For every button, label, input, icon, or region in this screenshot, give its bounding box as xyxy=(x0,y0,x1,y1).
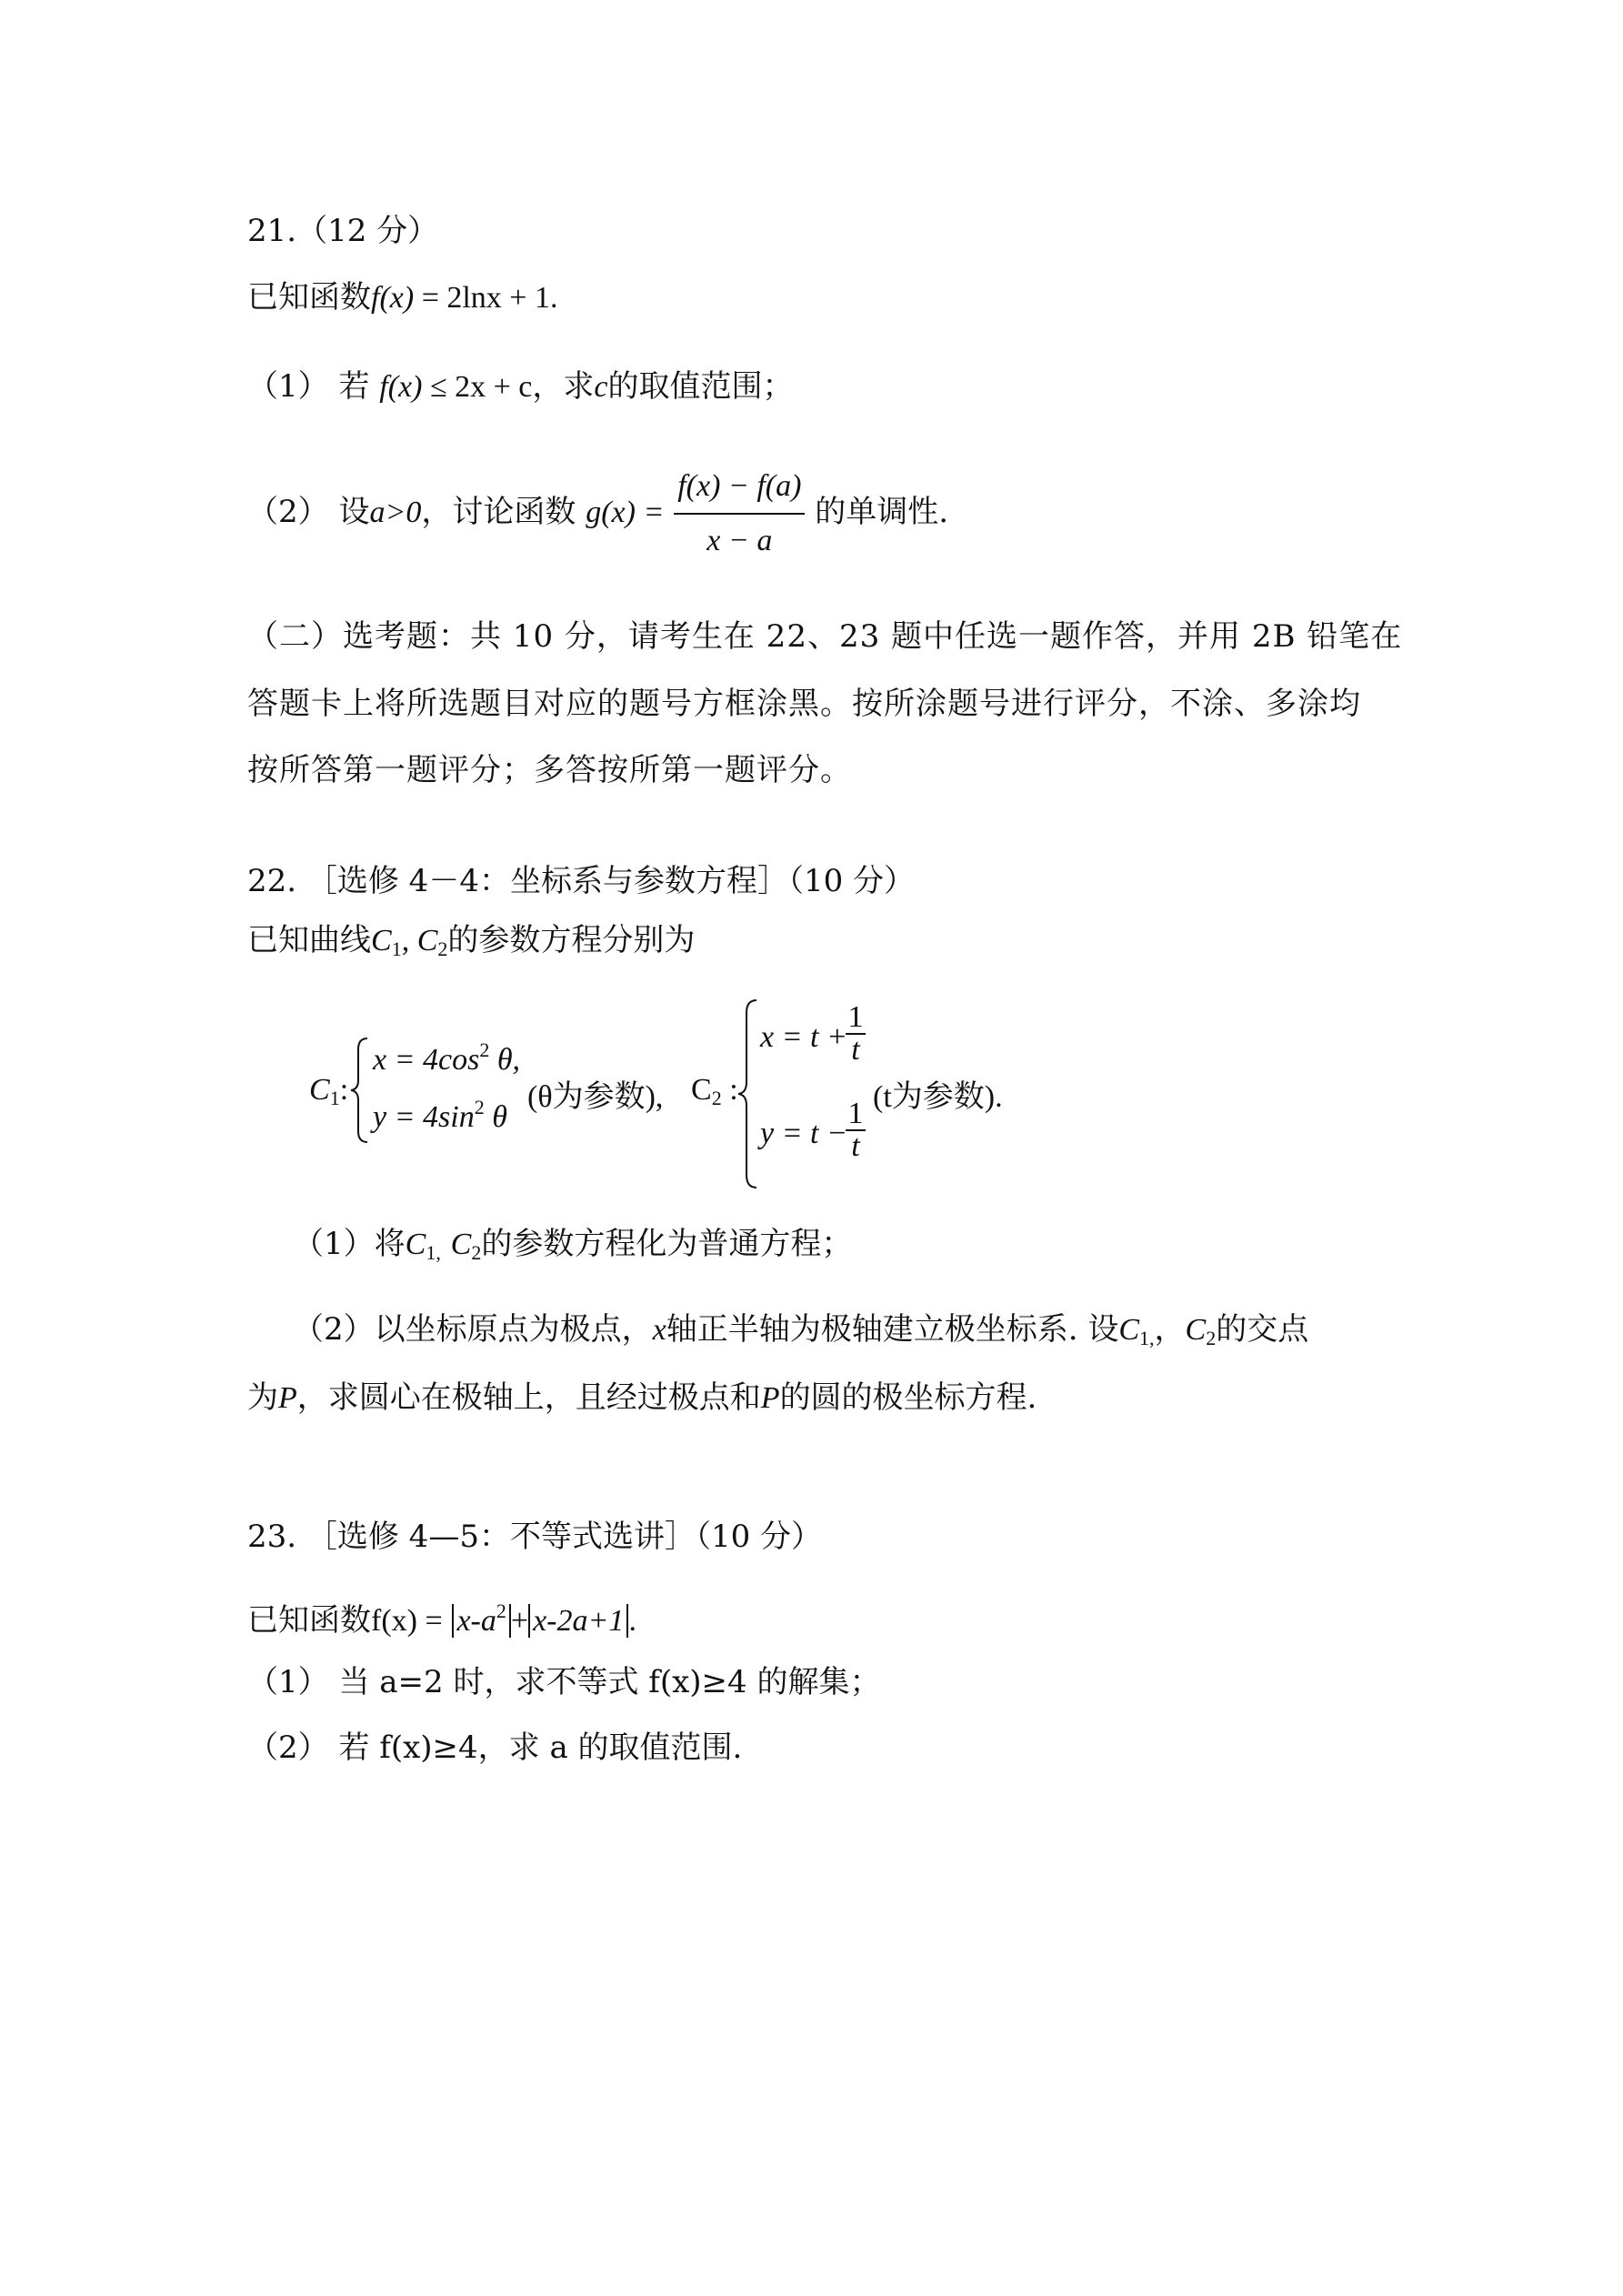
q21-p2-gx: g(x) = xyxy=(586,496,665,529)
q23-abs1-sup: 2 xyxy=(496,1599,506,1622)
q21-part2 xyxy=(247,464,948,564)
q22-p2-mid: 轴正半轴为极轴建立极坐标系. 设 xyxy=(666,1311,1119,1348)
q22-p1-c2-sub: 2 xyxy=(471,1241,482,1264)
q23-intro-prefix: 已知函数 xyxy=(247,1602,371,1639)
q23-part2: （2） 若 f(x)≥4，求 a 的取值范围. xyxy=(247,1730,743,1766)
q21-p2-cond: a>0 xyxy=(369,496,422,529)
q22-sys1-eq2-sq: 2 xyxy=(474,1096,485,1118)
q22-p2-P2: P xyxy=(760,1381,780,1415)
q21-p2-prefix: 设 xyxy=(338,494,370,530)
q22-p2-c2: C xyxy=(1185,1313,1207,1347)
q21-p2-fraction xyxy=(674,464,805,564)
q22-p2-x: x xyxy=(652,1313,666,1347)
q23-header: 23. ［选修 4—5：不等式选讲］（10 分） xyxy=(247,1519,823,1555)
q22-sys2-c: C xyxy=(691,1073,712,1107)
elective-note-line3: 按所答第一题评分；多答按所第一题评分。 xyxy=(247,752,852,788)
q22-sys1-brace xyxy=(349,1037,371,1144)
q22-p2-l2-mid: ，求圆心在极轴上，且经过极点和 xyxy=(296,1379,761,1416)
q21-p1-suffix: ，求 xyxy=(532,368,595,405)
q22-sys2-brace xyxy=(736,998,760,1189)
q22-part2-line1 xyxy=(293,1309,1308,1359)
elective-note-line2: 答题卡上将所选题目对应的题号方框涂黑。按所涂题号进行评分，不涂、多涂均 xyxy=(247,686,1361,722)
q22-sys2-sub: 2 xyxy=(711,1087,722,1109)
q21-p2-mid: ，讨论函数 xyxy=(421,494,576,530)
q22-c1: C xyxy=(371,924,392,958)
q22-sys2-label xyxy=(691,1073,738,1110)
q23-intro xyxy=(247,1591,636,1641)
q21-p1-fx: f(x) xyxy=(379,370,423,404)
elective-note-line1: （二）选考题：共 10 分，请考生在 22、23 题中任选一题作答，并用 2B 铅笔在 xyxy=(247,618,1403,655)
q23-abs2-text: x-2a+1 xyxy=(533,1604,625,1638)
q22-p1-c1: C xyxy=(405,1228,426,1261)
q22-sys2-frac1-num: 1 xyxy=(846,1002,866,1035)
q22-sys2-frac2-den: t xyxy=(851,1129,860,1163)
q21-p2-tail: 的单调性. xyxy=(815,494,949,530)
q22-sys1-c: C xyxy=(309,1073,330,1107)
q22-p1-c1-sub: 1, xyxy=(426,1241,441,1264)
q21-intro-prefix: 已知函数 xyxy=(247,279,371,316)
q23-abs1 xyxy=(452,1599,510,1638)
q22-sys1-eq2-text: y = 4sin xyxy=(373,1100,475,1134)
q21-p1-prefix: 若 xyxy=(338,368,370,405)
q22-sys2-eq1 xyxy=(760,1020,847,1055)
q22-intro-prefix: 已知曲线 xyxy=(247,922,371,958)
q22-sys2-eq2-text: y = t − xyxy=(760,1117,847,1150)
q21-header: 21.（12 分） xyxy=(247,213,439,249)
q22-header: 22. ［选修 4－4：坐标系与参数方程］（10 分） xyxy=(247,863,916,899)
q21-p1-tail: 的取值范围； xyxy=(607,368,794,405)
q23-period: . xyxy=(628,1604,636,1638)
q22-sys2-frac2-num: 1 xyxy=(846,1098,866,1131)
q23-part1: （1） 当 a=2 时，求不等式 f(x)≥4 的解集； xyxy=(247,1664,881,1700)
q22-sys2-frac1-den: t xyxy=(851,1033,860,1067)
q22-c2: C xyxy=(416,924,438,958)
q21-p2-label: （2） xyxy=(247,494,329,530)
q22-sys1-eq1-tail: θ, xyxy=(496,1043,521,1077)
q22-part1 xyxy=(293,1224,852,1273)
q21-part1 xyxy=(247,366,793,407)
q21-intro-eq: = 2lnx + 1. xyxy=(414,281,558,315)
q22-intro xyxy=(247,920,695,969)
q22-c1-sub: 1 xyxy=(391,937,402,960)
q23-fx: f(x) = xyxy=(371,1604,443,1638)
q22-sys1-eq1-sq: 2 xyxy=(479,1038,490,1061)
q22-sys1-colon: : xyxy=(339,1073,349,1107)
q22-sys1-eq2 xyxy=(373,1096,507,1135)
q22-intro-tail: 的参数方程分别为 xyxy=(447,922,696,958)
q22-p2-sep: ， xyxy=(1154,1311,1186,1348)
q21-intro xyxy=(247,277,557,318)
q22-p2-c1: C xyxy=(1118,1313,1140,1347)
q23-abs2 xyxy=(528,1604,628,1638)
q21-fx: f(x) xyxy=(371,281,415,315)
q22-sys1-sub: 1 xyxy=(329,1087,340,1109)
q22-sys2-colon: : xyxy=(721,1073,738,1107)
q23-abs1-text: x-a xyxy=(456,1604,496,1638)
q22-sys1-eq2-tail: θ xyxy=(492,1100,507,1134)
q22-sys2-frac2 xyxy=(846,1098,866,1162)
q22-p1-c2: C xyxy=(450,1228,472,1261)
q22-p2-l2-tail: 的圆的极坐标方程. xyxy=(779,1379,1037,1416)
q22-sys2-eq2 xyxy=(760,1117,847,1151)
q21-p1-label: （1） xyxy=(247,368,329,405)
q23-plus: + xyxy=(510,1604,529,1638)
q21-p2-denominator: x − a xyxy=(706,524,773,557)
q22-sys1-eq1 xyxy=(373,1038,520,1078)
q22-c2-sub: 2 xyxy=(437,937,448,960)
q22-p2-c1-sub: 1, xyxy=(1139,1327,1155,1349)
q22-p1-tail: 的参数方程化为普通方程； xyxy=(481,1226,853,1262)
q22-p2-l2-prefix: 为 xyxy=(247,1379,278,1416)
q22-comma: , xyxy=(401,924,417,958)
q21-p1-var: c xyxy=(594,370,608,404)
q22-p2-P: P xyxy=(278,1381,297,1415)
q22-sys2-eq1-text: x = t + xyxy=(760,1020,847,1054)
q22-p2-c2-sub: 2 xyxy=(1206,1327,1217,1349)
q22-sys2-frac1 xyxy=(846,1002,866,1066)
q21-p2-numerator: f(x) − f(a) xyxy=(674,464,805,515)
q22-sys1-param: (θ为参数), xyxy=(527,1080,664,1114)
q22-sys1-label xyxy=(309,1073,348,1110)
q22-part2-line2 xyxy=(247,1378,1037,1419)
q21-p1-ineq: ≤ 2x + c xyxy=(422,370,533,404)
q22-sys1-eq1-text: x = 4cos xyxy=(373,1043,480,1077)
q22-sys2-param: (t为参数). xyxy=(873,1080,1003,1114)
q22-p2-prefix: （2）以坐标原点为极点， xyxy=(293,1311,653,1348)
q22-p1-prefix: （1）将 xyxy=(293,1226,406,1262)
q22-p2-tail: 的交点 xyxy=(1216,1311,1309,1348)
